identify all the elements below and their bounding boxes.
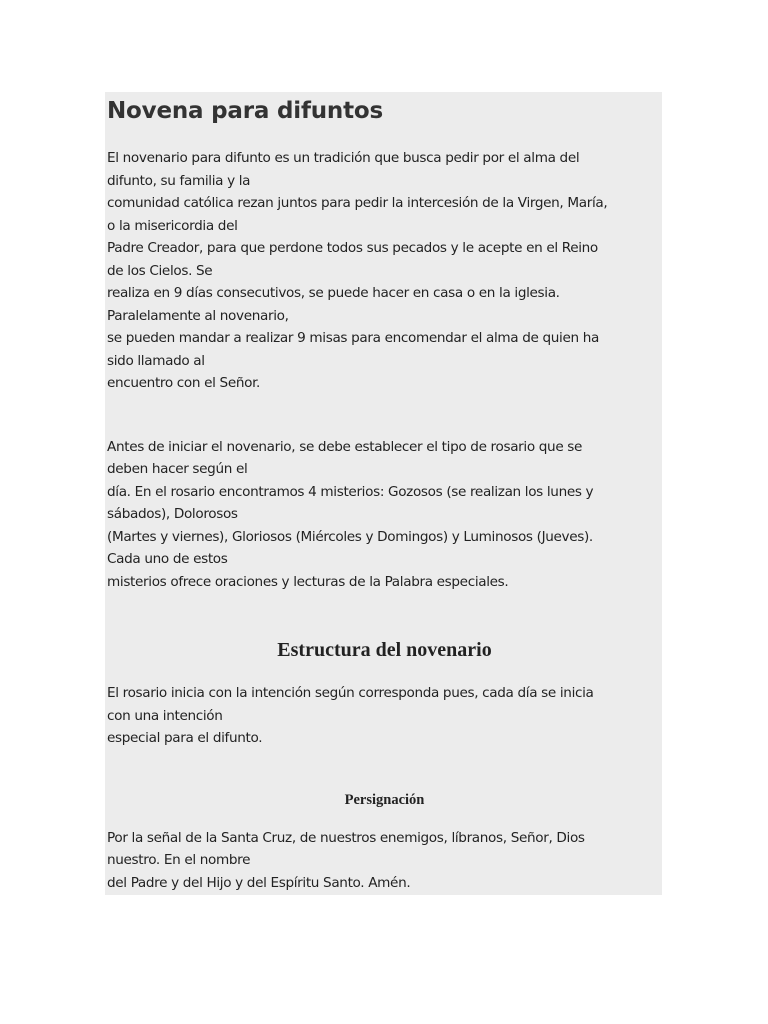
text-line: día. En el rosario encontramos 4 misterios: Gozosos (se realizan los lunes y	[107, 483, 594, 500]
text-line: se pueden mandar a realizar 9 misas para encomendar el alma de quien ha	[107, 330, 599, 346]
document-content	[107, 92, 662, 894]
intro-paragraph	[107, 147, 662, 395]
text-line: realiza en 9 días consecutivos, se puede hacer en casa o en la iglesia.	[107, 285, 560, 301]
text-line: Por la señal de la Santa Cruz, de nuestros enemigos, líbranos, Señor, Dios	[107, 829, 585, 846]
rosary-paragraph	[107, 436, 662, 594]
text-line: o la misericordia del	[107, 217, 238, 234]
text-line: Padre Creador, para que perdone todos sus pecados y le acepte en el Reino	[107, 240, 598, 256]
text-line: comunidad católica rezan juntos para pedir la intercesión de la Virgen, María,	[107, 195, 608, 211]
text-line: deben hacer según el	[107, 461, 248, 477]
text-line: difunto, su familia y la	[107, 172, 251, 189]
text-line: El novenario para difunto es un tradición que busca pedir por el alma del	[107, 150, 580, 166]
text-line: Antes de iniciar el novenario, se debe establecer el tipo de rosario que se	[107, 438, 583, 455]
text-line: sido llamado al	[107, 352, 205, 369]
text-line: con una intención	[107, 707, 223, 724]
text-line: sábados), Dolorosos	[107, 506, 238, 522]
text-line: Paralelamente al novenario,	[107, 307, 289, 324]
text-line: encuentro con el Señor.	[107, 375, 261, 391]
text-line: El rosario inicia con la intención según corresponda pues, cada día se inicia	[107, 685, 594, 701]
structure-paragraph	[107, 682, 662, 750]
text-line: Cada uno de estos	[107, 551, 228, 567]
persignacion-paragraph	[107, 827, 662, 895]
text-line: nuestro. En el nombre	[107, 852, 251, 868]
persignacion-heading: Persignación	[344, 791, 425, 808]
page-title: Novena para difuntos	[107, 98, 383, 124]
text-line: misterios ofrece oraciones y lecturas de la Palabra especiales.	[107, 573, 509, 590]
text-line: de los Cielos. Se	[107, 262, 213, 279]
text-line: especial para el difunto.	[107, 730, 263, 746]
text-line: del Padre y del Hijo y del Espíritu Santo. Amén.	[107, 874, 411, 891]
text-line: (Martes y viernes), Gloriosos (Miércoles y Domingos) y Luminosos (Jueves).	[107, 528, 593, 545]
structure-heading: Estructura del novenario	[277, 639, 492, 661]
